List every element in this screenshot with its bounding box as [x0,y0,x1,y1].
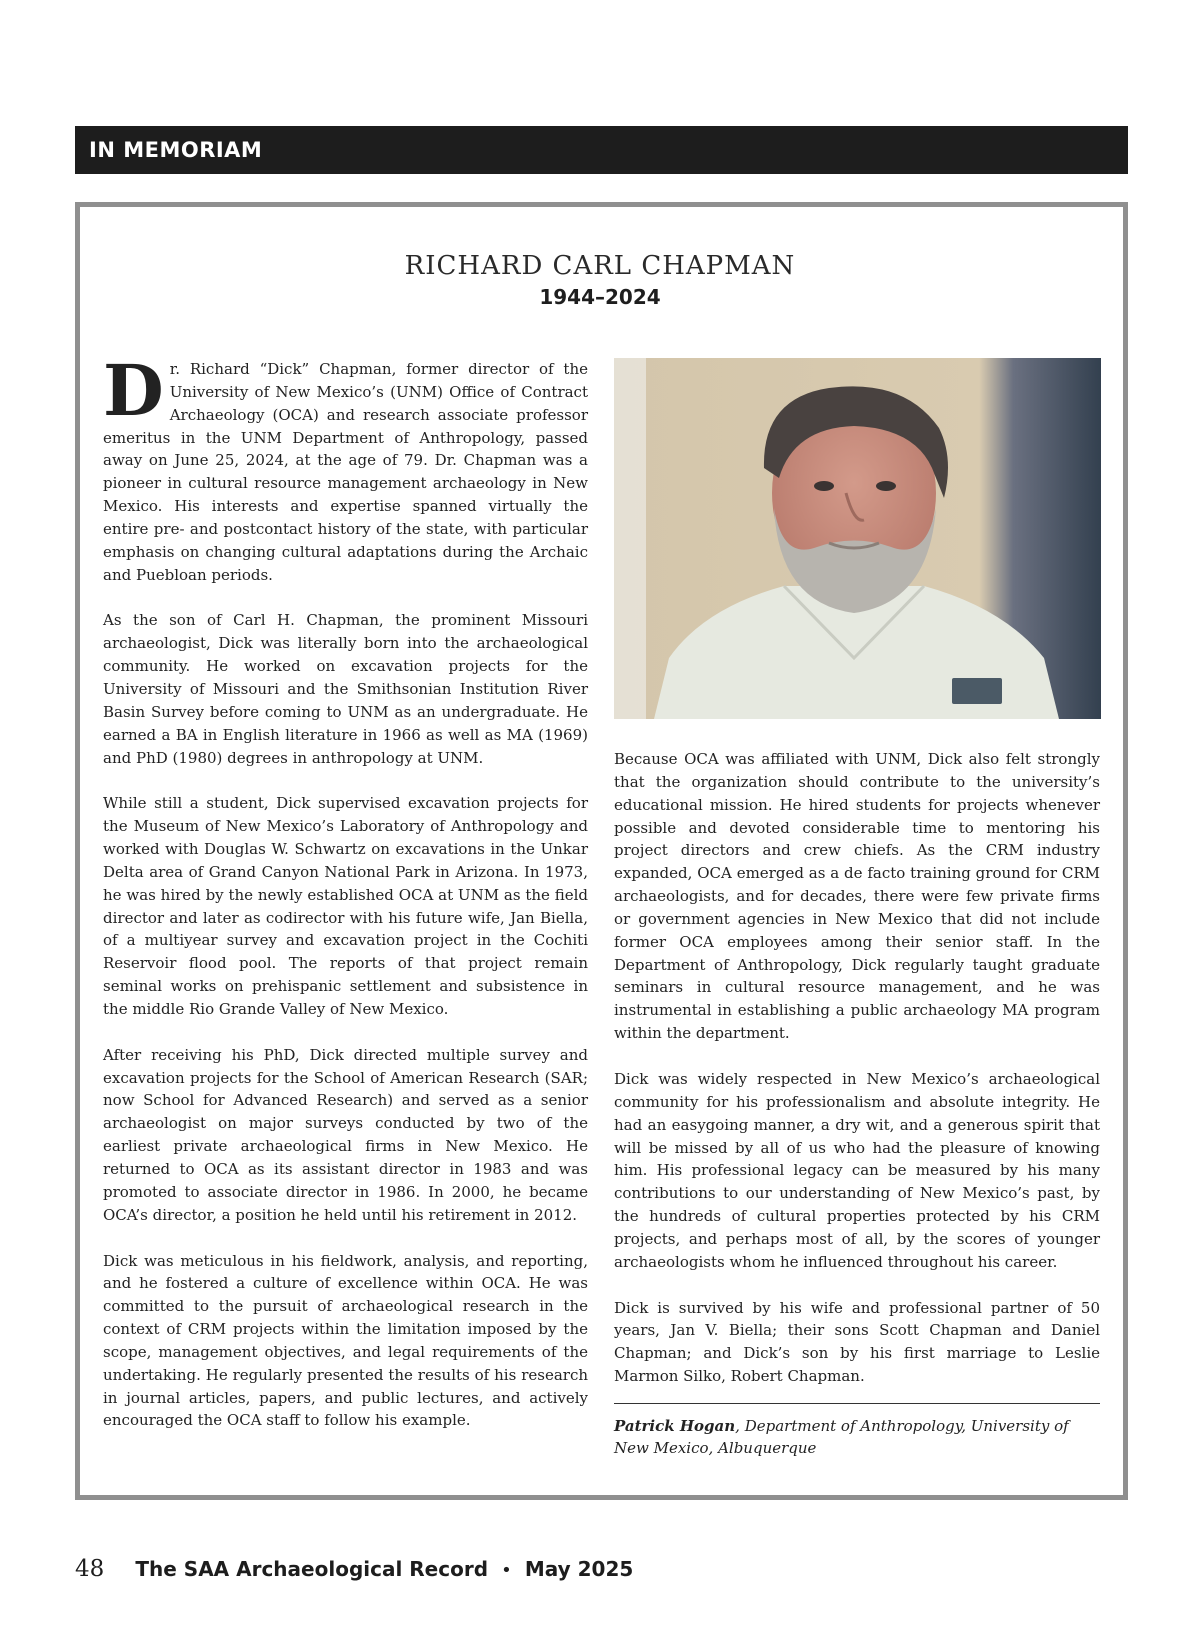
paragraph: While still a student, Dick supervised excavation projects for the Museum of New Mexico’s Laboratory of Anthropology and worked with Douglas W. Schwartz on excavations in the Unkar Delta area of Grand Canyon National Park in Arizona. In 1973, he was hired by the newly established OCA at UNM as the field director and later as codirector with his future wife, Jan Biella, of a multiyear survey and excavation project in the Cochiti Reservoir flood pool. The reports of that project remain seminal works on prehispanic settlement and subsistence in the middle Rio Grande Valley of New Mexico. [103,794,588,1018]
obituary-name: RICHARD CARL CHAPMAN [404,251,796,281]
left-eye [814,481,834,491]
section-label: IN MEMORIAM [89,138,263,162]
author-name: Patrick Hogan [614,1417,736,1435]
section-header-bar [75,126,1128,174]
paragraph: Because OCA was affiliated with UNM, Dick also felt strongly that the organization should contribute to the university’s educational mission. He hired students for projects whenever possible and devoted considerable time to mentoring his project directors and crew chiefs. As the CRM industry expanded, OCA emerged as a de facto training ground for CRM archaeologists, and for decades, there were few private firms or government agencies in New Mexico that did not include former OCA employees among their senior staff. In the Department of Anthropology, Dick regularly taught graduate seminars in cultural resource management, and he was instrumental in establishing a public archaeology MA program within the department. [614,750,1100,1043]
divider-rule [614,1403,1100,1404]
author-affiliation: , Department of Anthropology, University of New Mexico, Albuquerque [614,1417,1069,1457]
paragraph: Dick was widely respected in New Mexico’s archaeological community for his professionalism and absolute integrity. He had an easygoing manner, a dry wit, and a generous spirit that will be missed by all of us who had the pleasure of knowing him. His professional legacy can be measured by his many contributions to our understanding of New Mexico’s past, by the hundreds of cultural properties protected by his CRM projects, and perhaps most of all, by the scores of younger archaeologists whom he influenced throughout his career. [614,1069,1100,1271]
left-column [103,349,588,1455]
shirt-pocket [952,678,1002,704]
paragraph: After receiving his PhD, Dick directed multiple survey and excavation projects for the School of American Research (SAR; now School for Advanced Research) and served as a senior archaeologist on major surveys conducted by two of the earliest private archaeological firms in New Mexico. He returned to OCA as its assistant director in 1983 and was promoted to associate director in 1986. In 2000, he became OCA’s director, a position he held until his retirement in 2012. [103,1045,588,1224]
paragraph [103,349,588,586]
issue-date: May 2025 [524,1557,634,1581]
window-light [614,358,646,719]
obituary-years: 1944–2024 [539,285,661,309]
portrait-photo-illustration [614,358,1101,719]
footer-bullet: • [501,1560,512,1581]
drop-cap: D [103,349,164,432]
right-eye [876,481,896,491]
paragraph-text: r. Richard “Dick” Chapman, former director of the University of New Mexico’s (UNM) Office of Contract Archaeology (OCA) and research associate professor emeritus in the UNM Department of Anthropology, passed away on June 25, 2024, at the age of 79. Dr. Chapman was a pioneer in cultural resource management archaeology in New Mexico. His interests and expertise spanned virtually the entire pre- and postcontact history of the state, with particular emphasis on changing cultural adaptations during the Archaic and Puebloan periods. [103,360,588,584]
portrait-photo [614,358,1101,719]
page-number: 48 [75,1556,105,1582]
page-footer [75,1556,633,1582]
paragraph: As the son of Carl H. Chapman, the prominent Missouri archaeologist, Dick was literally born into the archaeological community. He worked on excavation projects for the University of Missouri and the Smithsonian Institution River Basin Survey before coming to UNM as an undergraduate. He earned a BA in English literature in 1966 as well as MA (1969) and PhD (1980) degrees in anthropology at UNM. [103,611,588,767]
author-credit [614,1415,1100,1459]
paragraph: Dick was meticulous in his fieldwork, analysis, and reporting, and he fostered a culture of excellence within OCA. He was committed to the pursuit of archaeological research in the context of CRM projects within the limitation imposed by the scope, management objectives, and legal requirements of the undertaking. He regularly presented the results of his research in journal articles, papers, and public lectures, and actively encouraged the OCA staff to follow his example. [103,1251,588,1430]
publication-title: The SAA Archaeological Record [135,1557,489,1581]
right-column [614,748,1100,1411]
paragraph: Dick is survived by his wife and professional partner of 50 years, Jan V. Biella; their sons Scott Chapman and Daniel Chapman; and Dick’s son by his first marriage to Leslie Marmon Silko, Robert Chapman. [614,1298,1100,1386]
